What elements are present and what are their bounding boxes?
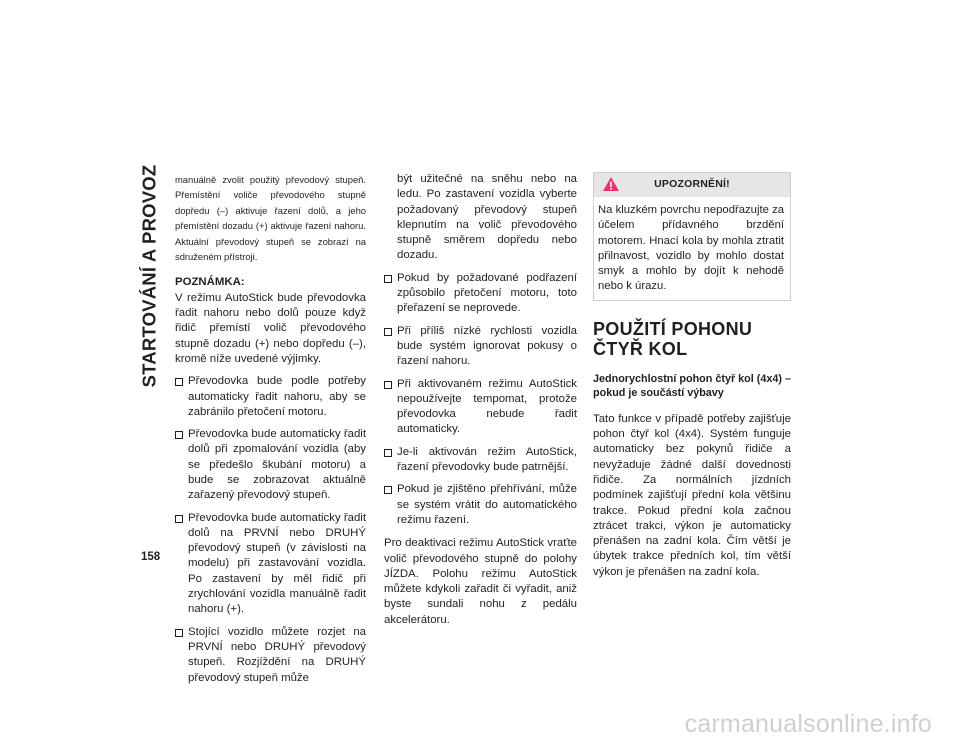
list-item	[175, 625, 366, 686]
warning-text: Na kluzkém povrchu nepodřazujte za účelem přídavného brzdění motorem. Hnací kola by mohla ztratit přilnavost, vozidlo by mohlo dostat smyk a mohlo by dojít k nehodě nebo k úrazu.	[598, 204, 784, 293]
warning-header	[594, 173, 790, 197]
watermark: carmanualsonline.info	[684, 710, 932, 738]
list-item-text: Převodovka bude automaticky řadit dolů při zpomalování vozidla (aby se předešlo škubání motoru) a bude se zobrazovat aktuálně zařazený převodový stupeň.	[188, 428, 366, 502]
list-item-text: Pokud by požadované podřazení způsobilo přetočení motoru, toto přeřazení se neprovede.	[397, 271, 577, 315]
list-item-text: Je-li aktivován režim AutoStick, řazení převodovky bude patrnější.	[397, 445, 577, 474]
note-text: V režimu AutoStick bude převodovka řadit nahoru nebo dolů pouze když řidič přemístí volič převodového stupně dozadu (+) nebo dopředu (–), kromě níže uvedené výjimky.	[175, 291, 366, 365]
bullet-list	[175, 374, 366, 686]
checkbox-bullet-icon	[384, 328, 392, 336]
checkbox-bullet-icon	[175, 431, 183, 439]
list-item-text: Pokud je zjištěno přehřívání, může se systém vrátit do automatického režimu řazení.	[397, 483, 577, 526]
note-title: POZNÁMKA:	[175, 276, 245, 289]
checkbox-bullet-icon	[384, 486, 392, 494]
list-item	[175, 511, 366, 618]
warning-box	[593, 172, 791, 301]
list-item-text: Při aktivovaném režimu AutoStick nepoužívejte tempomat, protože převodovka nebude řadit automaticky.	[397, 377, 577, 436]
section-body: Tato funkce v případě potřeby zajišťuje pohon čtyř kol (4x4). Systém funguje automaticky bez pokynů řidiče a nevyžaduje žádné další dovednosti řidiče. Za normálních jízdních podmínek zajišťují přední kola většinu trakce. Pokud přední kola začnou ztrácet trakci, výkon je automaticky přenášen na zadní kola. Čím větší je úbytek trakce předních kol, tím větší výkon je přenášen na zadní kola.	[593, 412, 791, 578]
warning-title: UPOZORNĚNÍ!	[654, 178, 730, 191]
continuation-paragraph: být užitečné na sněhu nebo na ledu. Po zastavení vozidla vyberte požadovaný převodový stupeň klepnutím na volič převodového stupně směrem dopředu nebo dozadu.	[397, 173, 577, 262]
section-heading: POUŽITÍ POHONU ČTYŘ KOL	[593, 318, 753, 359]
list-item	[384, 271, 577, 317]
list-item	[175, 427, 366, 503]
checkbox-bullet-icon	[384, 449, 392, 457]
closing-paragraph: Pro deaktivaci režimu AutoStick vraťte volič převodového stupně do polohy JÍZDA. Polohu režimu AutoStick můžete kdykoli zařadit či vyřadit, aniž byste sundali nohu z pedálu akcelerátoru.	[384, 537, 577, 626]
column-middle	[384, 172, 577, 628]
column-right	[593, 172, 791, 580]
checkbox-bullet-icon	[384, 381, 392, 389]
list-item-text: Převodovka bude automaticky řadit dolů na PRVNÍ nebo DRUHÝ převodový stupeň (v závislosti na modelu) při zastavování vozidla. Po zastavení by měl řidič při zrychlování vozidla manuálně řadit nahoru (+).	[188, 511, 366, 616]
list-item-text: Stojící vozidlo můžete rozjet na PRVNÍ nebo DRUHÝ převodový stupeň. Rozjíždění na DRUHÝ převodový stupeň může	[188, 625, 366, 684]
list-item-text: Převodovka bude podle potřeby automaticky řadit nahoru, aby se zabránilo přetočení motoru.	[188, 375, 366, 418]
list-item-text: Při příliš nízké rychlosti vozidla bude systém ignorovat pokusy o řazení nahoru.	[397, 324, 577, 368]
list-item	[384, 377, 577, 438]
warning-triangle-icon	[602, 176, 620, 192]
checkbox-bullet-icon	[384, 275, 392, 283]
intro-paragraph: manuálně zvolit použitý převodový stupeň. Přemístění voliče převodového stupně dopředu (–) aktivuje řazení dolů, a jeho přemístění dozadu (+) aktivuje řazení nahoru. Aktuální převodový stupeň se zobrazí na sdruženém přístroji.	[175, 174, 366, 263]
subsection-heading: Jednorychlostní pohon čtyř kol (4x4) – pokud je součástí výbavy	[593, 372, 791, 400]
checkbox-bullet-icon	[175, 378, 183, 386]
checkbox-bullet-icon	[175, 629, 183, 637]
checkbox-bullet-icon	[175, 515, 183, 523]
list-item	[175, 374, 366, 420]
list-item	[384, 324, 577, 370]
column-left	[175, 172, 366, 686]
list-item	[384, 445, 577, 476]
list-item	[384, 482, 577, 528]
chapter-side-title	[138, 164, 160, 388]
bullet-list	[384, 271, 577, 528]
chapter-title-text: STARTOVÁNÍ A PROVOZ	[138, 164, 160, 388]
page-number: 158	[141, 551, 161, 563]
